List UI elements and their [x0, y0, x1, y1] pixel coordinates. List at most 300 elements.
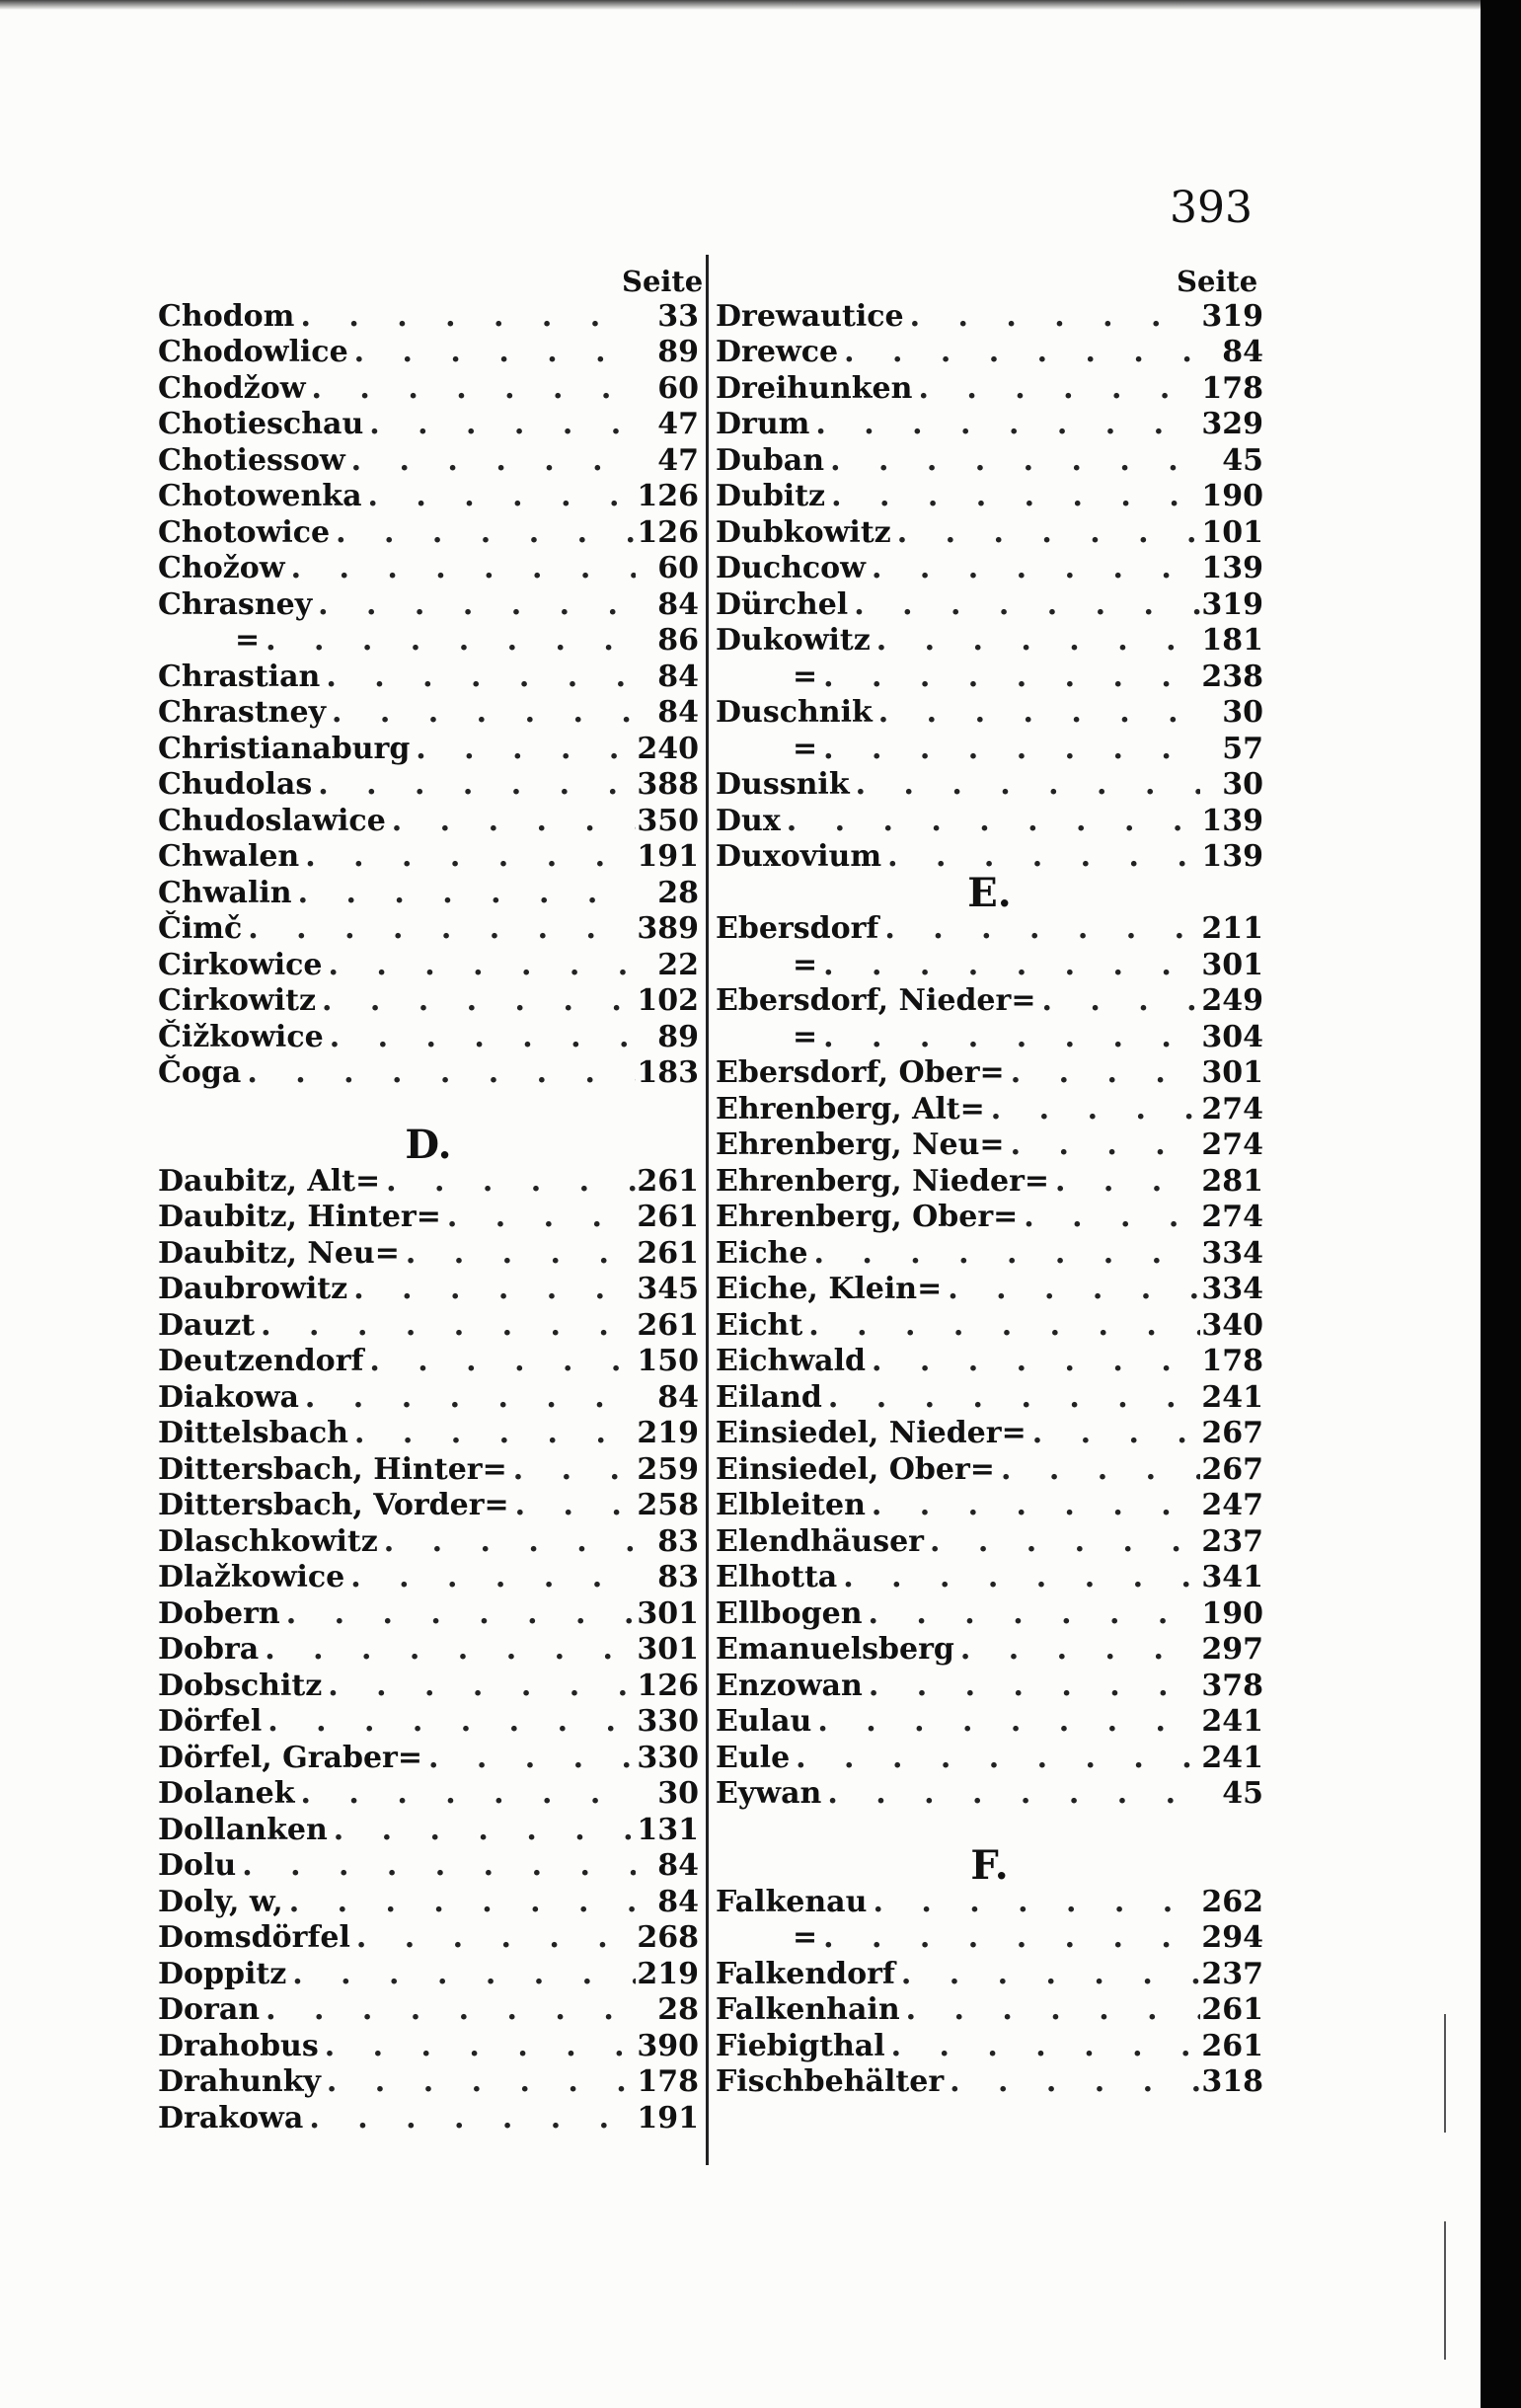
- entry-name: =: [793, 731, 818, 766]
- index-entry: [158, 442, 699, 479]
- leader-dots: [248, 911, 636, 946]
- entry-page-number: 219: [637, 1956, 699, 1991]
- entry-name: Chrastney: [158, 695, 327, 731]
- entry-name: Fischbehälter: [716, 2064, 945, 2100]
- leader-dots: [843, 1560, 1200, 1594]
- index-entry: [716, 335, 1263, 371]
- entry-name: Daubitz, Alt=: [158, 1163, 381, 1199]
- entry-page-number: 126: [637, 514, 699, 550]
- leader-dots: [950, 2064, 1200, 2099]
- entry-page-number: 334: [1201, 1272, 1263, 1307]
- entry-page-number: 22: [657, 947, 699, 982]
- entry-name: Eicht: [716, 1307, 803, 1343]
- leader-dots: [309, 2101, 636, 2136]
- entry-page-number: 131: [637, 1812, 699, 1847]
- entry-page-number: 89: [657, 1019, 699, 1054]
- section-letter-heading: D.: [405, 1122, 452, 1169]
- index-entry: [158, 1344, 699, 1380]
- entry-page-number: 57: [1222, 731, 1263, 766]
- entry-name: Chrasney: [158, 586, 313, 622]
- index-entry: [158, 947, 699, 983]
- leader-dots: [300, 299, 636, 334]
- entry-name: Ebersdorf, Nieder=: [716, 983, 1036, 1019]
- entry-name: Chwalen: [158, 839, 300, 875]
- entry-name: Diakowa: [158, 1379, 299, 1415]
- entry-page-number: 329: [1201, 407, 1263, 442]
- index-entry: [158, 2064, 699, 2101]
- entry-page-number: 83: [657, 1523, 699, 1559]
- entry-page-number: 261: [637, 1307, 699, 1343]
- entry-name: Dreihunken: [716, 370, 913, 406]
- entry-page-number: 261: [1201, 2028, 1263, 2063]
- index-entry: [158, 659, 699, 695]
- leader-dots: [815, 407, 1200, 441]
- index-entry: [158, 2100, 699, 2136]
- leader-dots: [350, 1560, 636, 1594]
- index-entry: [158, 479, 699, 515]
- entry-page-number: 301: [1201, 947, 1263, 982]
- leader-dots: [1011, 1127, 1200, 1162]
- index-entry: [716, 839, 1263, 876]
- leader-dots: [325, 2029, 636, 2063]
- leader-dots: [872, 1488, 1200, 1522]
- index-entry: [158, 1956, 699, 1992]
- entry-name: Dux: [716, 803, 781, 838]
- index-entry: [716, 1055, 1263, 1092]
- entry-name: Chodžow: [158, 370, 306, 406]
- index-entry: [158, 335, 699, 371]
- entry-page-number: 60: [657, 551, 699, 586]
- leader-dots: [910, 299, 1200, 334]
- index-entry: [158, 514, 699, 551]
- entry-page-number: 241: [1201, 1704, 1263, 1740]
- leader-dots: [1032, 1416, 1200, 1450]
- index-entry: [158, 1668, 699, 1704]
- leader-dots: [813, 1236, 1200, 1271]
- scan-border: [1481, 0, 1521, 2408]
- leader-dots: [369, 1344, 636, 1378]
- leader-dots: [831, 479, 1200, 513]
- leader-dots: [827, 1776, 1200, 1811]
- index-entry: [716, 1235, 1263, 1272]
- entry-name: Drewce: [716, 335, 839, 370]
- leader-dots: [318, 587, 636, 622]
- leader-dots: [336, 515, 636, 550]
- index-entry: [158, 1740, 699, 1776]
- leader-dots: [267, 1704, 636, 1739]
- entry-page-number: 261: [1201, 1992, 1263, 2028]
- entry-page-number: 139: [1201, 839, 1263, 875]
- index-entry: [716, 1956, 1263, 1992]
- leader-dots: [897, 515, 1200, 550]
- entry-page-number: 334: [1201, 1235, 1263, 1271]
- leader-dots: [991, 1092, 1200, 1126]
- entry-page-number: 261: [637, 1163, 699, 1199]
- entry-name: Chotieschau: [158, 407, 364, 442]
- entry-name: Elendhäuser: [716, 1523, 924, 1559]
- entry-name: Eiland: [716, 1379, 822, 1415]
- entry-name: Dukowitz: [716, 623, 871, 659]
- entry-name: Einsiedel, Ober=: [716, 1451, 995, 1487]
- leader-dots: [384, 1524, 636, 1559]
- entry-name: Eulau: [716, 1704, 812, 1740]
- leader-dots: [312, 371, 636, 406]
- entry-name: Chwalin: [158, 875, 292, 910]
- entry-name: Chodom: [158, 298, 295, 334]
- entry-page-number: 219: [637, 1416, 699, 1451]
- entry-page-number: 341: [1201, 1560, 1263, 1595]
- leader-dots: [266, 1992, 636, 2027]
- leader-dots: [242, 1848, 636, 1883]
- entry-name: Dauzt: [158, 1307, 256, 1343]
- index-entry: [158, 1451, 699, 1488]
- leader-dots: [823, 1020, 1200, 1054]
- entry-name: Chrastian: [158, 659, 321, 694]
- entry-name: Duban: [716, 442, 825, 478]
- entry-page-number: 178: [1201, 1344, 1263, 1379]
- entry-page-number: 274: [1201, 1127, 1263, 1163]
- index-entry: [158, 1416, 699, 1452]
- leader-dots: [906, 1992, 1200, 2027]
- leader-dots: [873, 1885, 1200, 1919]
- leader-dots: [823, 660, 1200, 694]
- entry-page-number: 30: [1222, 767, 1263, 803]
- leader-dots: [1041, 983, 1200, 1018]
- entry-page-number: 191: [637, 839, 699, 875]
- index-entry: [716, 2028, 1263, 2064]
- index-entry: [716, 514, 1263, 551]
- entry-page-number: 101: [1201, 514, 1263, 550]
- entry-page-number: 83: [657, 1560, 699, 1595]
- index-entry: [716, 1704, 1263, 1741]
- index-entry: [158, 1235, 699, 1272]
- leader-dots: [823, 1920, 1200, 1955]
- entry-name: Dittelsbach: [158, 1416, 348, 1451]
- index-entry: [158, 1776, 699, 1813]
- leader-dots: [901, 1957, 1200, 1991]
- entry-name: Ehrenberg, Nieder=: [716, 1163, 1050, 1199]
- entry-name: Fiebigthal: [716, 2028, 885, 2063]
- index-entry: [716, 1163, 1263, 1200]
- page-top-edge: [0, 0, 1521, 10]
- entry-page-number: 268: [637, 1920, 699, 1956]
- leader-dots: [869, 1596, 1200, 1631]
- index-entry: [716, 623, 1263, 660]
- index-entry: [158, 1595, 699, 1632]
- entry-page-number: 304: [1201, 1019, 1263, 1054]
- entry-name: Ebersdorf, Ober=: [716, 1055, 1005, 1091]
- entry-page-number: 150: [637, 1344, 699, 1379]
- entry-name: Chudolas: [158, 767, 313, 803]
- page-number: 393: [1170, 183, 1253, 233]
- entry-page-number: 183: [637, 1055, 699, 1091]
- index-entry: [158, 1632, 699, 1669]
- entry-name: Drahobus: [158, 2028, 319, 2063]
- entry-page-number: 378: [1201, 1668, 1263, 1703]
- entry-page-number: 102: [637, 983, 699, 1019]
- entry-name: Cirkowitz: [158, 983, 316, 1019]
- entry-name: Chožow: [158, 551, 285, 586]
- leader-dots: [887, 839, 1200, 874]
- entry-page-number: 241: [1201, 1379, 1263, 1415]
- entry-name: Chotowenka: [158, 479, 362, 514]
- index-entry: [158, 370, 699, 407]
- index-entry: [158, 1884, 699, 1920]
- leader-dots: [392, 804, 636, 838]
- entry-page-number: 84: [657, 586, 699, 622]
- index-entry: [158, 695, 699, 732]
- entry-page-number: 241: [1201, 1740, 1263, 1775]
- entry-name: =: [793, 1920, 818, 1956]
- entry-name: Duschnik: [716, 695, 873, 731]
- entry-name: =: [793, 1019, 818, 1054]
- index-entry: [158, 839, 699, 876]
- index-entry: [158, 1920, 699, 1957]
- entry-page-number: 181: [1201, 623, 1263, 659]
- leader-dots: [326, 660, 636, 694]
- entry-page-number: 237: [1201, 1523, 1263, 1559]
- leader-dots: [266, 623, 636, 658]
- leader-dots: [330, 1020, 636, 1054]
- leader-dots: [356, 1920, 636, 1955]
- entry-name: Christianaburg: [158, 731, 411, 766]
- entry-page-number: 390: [637, 2028, 699, 2063]
- leader-dots: [305, 1380, 636, 1415]
- leader-dots: [878, 695, 1200, 730]
- leader-dots: [428, 1741, 636, 1775]
- entry-name: Drewautice: [716, 298, 904, 334]
- entry-name: Ebersdorf: [716, 911, 879, 947]
- leader-dots: [328, 948, 636, 982]
- entry-name: Dollanken: [158, 1812, 328, 1847]
- index-entry: [158, 1055, 699, 1092]
- index-column-right: [716, 298, 1263, 2100]
- leader-dots: [416, 732, 636, 766]
- index-entry: [158, 731, 699, 767]
- index-entry: [158, 1812, 699, 1848]
- entry-name: Dittersbach, Vorder=: [158, 1488, 509, 1523]
- leader-dots: [286, 1596, 636, 1631]
- entry-page-number: 274: [1201, 1091, 1263, 1126]
- column-header-seite-left: Seite: [622, 265, 704, 298]
- entry-name: Dobra: [158, 1632, 260, 1668]
- leader-dots: [1011, 1055, 1200, 1090]
- index-entry: [716, 1091, 1263, 1127]
- index-entry: [716, 1200, 1263, 1236]
- entry-name: Falkenhain: [716, 1992, 900, 2028]
- entry-name: Ellbogen: [716, 1595, 863, 1631]
- entry-page-number: 84: [657, 1848, 699, 1884]
- leader-dots: [930, 1524, 1200, 1559]
- index-entry: [716, 1595, 1263, 1632]
- entry-name: Ehrenberg, Ober=: [716, 1200, 1019, 1235]
- entry-name: Dolanek: [158, 1776, 295, 1812]
- leader-dots: [948, 1272, 1200, 1306]
- entry-name: Doppitz: [158, 1956, 287, 1991]
- leader-dots: [354, 1416, 636, 1450]
- leader-dots: [305, 839, 636, 874]
- index-entry: [158, 1704, 699, 1741]
- section-letter-heading: F.: [970, 1842, 1009, 1890]
- index-entry: [158, 623, 699, 660]
- entry-name: Chodowlice: [158, 335, 348, 370]
- entry-name: Eywan: [716, 1776, 822, 1812]
- index-entry: [716, 695, 1263, 732]
- index-entry: [716, 479, 1263, 515]
- index-entry: [158, 1488, 699, 1524]
- index-entry: [716, 1560, 1263, 1596]
- index-entry: [158, 1848, 699, 1885]
- scan-mark: [1444, 2221, 1446, 2360]
- leader-dots: [291, 551, 636, 585]
- leader-dots: [1001, 1452, 1200, 1487]
- index-entry: [158, 551, 699, 587]
- leader-dots: [351, 443, 636, 478]
- entry-page-number: 45: [1222, 1776, 1263, 1812]
- entry-page-number: 126: [637, 479, 699, 514]
- index-entry: [716, 370, 1263, 407]
- entry-page-number: 247: [1201, 1488, 1263, 1523]
- entry-page-number: 267: [1201, 1416, 1263, 1451]
- entry-name: Duchcow: [716, 551, 867, 586]
- index-entry: [158, 767, 699, 804]
- index-entry: [716, 659, 1263, 695]
- entry-name: Enzowan: [716, 1668, 863, 1703]
- index-entry: [716, 803, 1263, 839]
- entry-page-number: 318: [1201, 2064, 1263, 2100]
- index-entry: [716, 407, 1263, 443]
- leader-dots: [808, 1308, 1200, 1343]
- entry-page-number: 190: [1201, 479, 1263, 514]
- entry-page-number: 258: [637, 1488, 699, 1523]
- entry-page-number: 33: [657, 298, 699, 334]
- entry-page-number: 240: [637, 731, 699, 766]
- leader-dots: [817, 1704, 1200, 1739]
- entry-name: Dussnik: [716, 767, 850, 803]
- entry-name: Elbleiten: [716, 1488, 866, 1523]
- index-entry: [158, 1307, 699, 1344]
- leader-dots: [872, 1344, 1200, 1378]
- entry-name: Dobschitz: [158, 1668, 323, 1703]
- index-column-left: [158, 298, 699, 2136]
- entry-name: =: [235, 623, 261, 659]
- entry-name: Chotowice: [158, 514, 331, 550]
- entry-page-number: 301: [1201, 1055, 1263, 1091]
- index-entry: [158, 1163, 699, 1200]
- index-entry: [716, 551, 1263, 587]
- entry-page-number: 340: [1201, 1307, 1263, 1343]
- leader-dots: [918, 371, 1200, 406]
- index-entry: [716, 1307, 1263, 1344]
- leader-dots: [796, 1741, 1200, 1775]
- leader-dots: [369, 407, 636, 441]
- entry-name: Ehrenberg, Neu=: [716, 1127, 1005, 1163]
- index-entry: [158, 1379, 699, 1416]
- leader-dots: [960, 1632, 1200, 1667]
- entry-name: Čižkowice: [158, 1019, 324, 1054]
- entry-name: Daubitz, Hinter=: [158, 1200, 441, 1235]
- leader-dots: [332, 695, 636, 730]
- index-entry: [158, 803, 699, 839]
- entry-page-number: 319: [1201, 298, 1263, 334]
- index-entry: [716, 1776, 1263, 1813]
- index-entry: [716, 1451, 1263, 1488]
- leader-dots: [322, 983, 636, 1018]
- entry-name: Emanuelsberg: [716, 1632, 954, 1668]
- entry-name: Dubitz: [716, 479, 826, 514]
- entry-page-number: 237: [1201, 1956, 1263, 1991]
- entry-page-number: 262: [1201, 1884, 1263, 1919]
- entry-page-number: 191: [637, 2100, 699, 2136]
- leader-dots: [334, 1813, 636, 1847]
- leader-dots: [876, 623, 1200, 658]
- entry-name: Doly, w,: [158, 1884, 283, 1919]
- entry-page-number: 47: [657, 442, 699, 478]
- leader-dots: [787, 804, 1200, 838]
- index-entry: [716, 1019, 1263, 1055]
- index-entry: [158, 911, 699, 948]
- index-entry: [158, 1272, 699, 1308]
- entry-name: Eichwald: [716, 1344, 866, 1379]
- leader-dots: [292, 1957, 636, 1991]
- entry-name: =: [793, 947, 818, 982]
- entry-page-number: 301: [637, 1632, 699, 1668]
- entry-page-number: 261: [637, 1235, 699, 1271]
- leader-dots: [447, 1200, 636, 1234]
- entry-name: Dörfel: [158, 1704, 263, 1740]
- entry-page-number: 60: [657, 370, 699, 406]
- index-entry: [716, 1632, 1263, 1669]
- leader-dots: [844, 335, 1200, 369]
- leader-dots: [289, 1885, 636, 1919]
- entry-name: Duxovium: [716, 839, 882, 875]
- leader-dots: [298, 876, 636, 910]
- entry-name: Dittersbach, Hinter=: [158, 1451, 507, 1487]
- entry-name: Falkendorf: [716, 1956, 895, 1991]
- entry-name: Chudoslawice: [158, 803, 386, 838]
- leader-dots: [513, 1452, 636, 1487]
- index-entry: [716, 947, 1263, 983]
- leader-dots: [515, 1488, 636, 1522]
- index-entry: [158, 875, 699, 911]
- index-entry: [716, 731, 1263, 767]
- entry-name: Cirkowice: [158, 947, 323, 982]
- entry-page-number: 261: [637, 1200, 699, 1235]
- leader-dots: [265, 1632, 636, 1667]
- entry-name: Eule: [716, 1740, 791, 1775]
- index-entry: [716, 1992, 1263, 2029]
- entry-page-number: 84: [1222, 335, 1263, 370]
- entry-page-number: 30: [657, 1776, 699, 1812]
- index-entry: [716, 1668, 1263, 1704]
- index-entry: [716, 1488, 1263, 1524]
- entry-page-number: 30: [1222, 695, 1263, 731]
- index-entry: [716, 2064, 1263, 2101]
- entry-name: Eiche, Klein=: [716, 1272, 943, 1307]
- column-divider: [706, 255, 709, 2165]
- entry-page-number: 86: [657, 623, 699, 659]
- entry-name: Drakowa: [158, 2100, 304, 2136]
- index-entry: [716, 298, 1263, 335]
- index-entry: [158, 983, 699, 1020]
- entry-page-number: 84: [657, 695, 699, 731]
- entry-name: Deutzendorf: [158, 1344, 364, 1379]
- entry-name: Dürchel: [716, 586, 849, 622]
- entry-page-number: 350: [637, 803, 699, 838]
- index-entry: [158, 407, 699, 443]
- leader-dots: [301, 1776, 636, 1811]
- index-entry: [716, 1920, 1263, 1957]
